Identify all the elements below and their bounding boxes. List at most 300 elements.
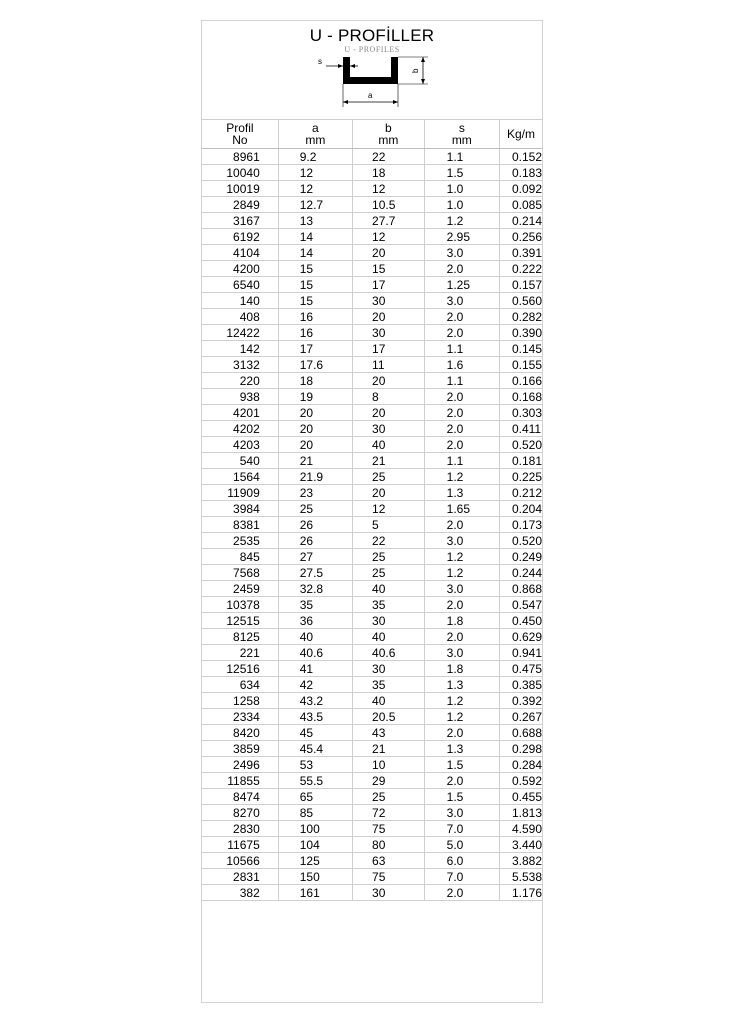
cell-kg-m: 0.244 <box>499 565 542 581</box>
cell-a: 21 <box>278 453 352 469</box>
cell-kg-m: 4.590 <box>499 821 542 837</box>
cell-profil-no: 8270 <box>202 805 278 821</box>
cell-a: 45.4 <box>278 741 352 757</box>
cell-kg-m: 0.155 <box>499 357 542 373</box>
cell-s: 1.5 <box>424 789 499 805</box>
cell-profil-no: 8125 <box>202 629 278 645</box>
cell-a: 23 <box>278 485 352 501</box>
cell-kg-m: 0.085 <box>499 197 542 213</box>
cell-profil-no: 12516 <box>202 661 278 677</box>
cell-profil-no: 1564 <box>202 469 278 485</box>
cell-b: 35 <box>353 677 425 693</box>
cell-b: 25 <box>353 469 425 485</box>
table-row <box>202 613 542 629</box>
cell-a: 27 <box>278 549 352 565</box>
table-row <box>202 245 542 261</box>
page-subtitle: U - PROFILES <box>344 45 400 54</box>
cell-s: 2.0 <box>424 405 499 421</box>
cell-b: 20 <box>353 485 425 501</box>
table-row <box>202 725 542 741</box>
cell-s: 1.65 <box>424 501 499 517</box>
cell-a: 17 <box>278 341 352 357</box>
header-line-1: Kg/m <box>506 127 535 141</box>
cell-s: 6.0 <box>424 853 499 869</box>
cell-s: 1.2 <box>424 693 499 709</box>
cell-kg-m: 0.455 <box>499 789 542 805</box>
cell-a: 19 <box>278 389 352 405</box>
cell-profil-no: 10019 <box>202 181 278 197</box>
cell-s: 1.3 <box>424 741 499 757</box>
table-row <box>202 693 542 709</box>
cell-kg-m: 0.173 <box>499 517 542 533</box>
cell-profil-no: 2496 <box>202 757 278 773</box>
cell-a: 43.5 <box>278 709 352 725</box>
cell-s: 3.0 <box>424 645 499 661</box>
cell-s: 3.0 <box>424 245 499 261</box>
cell-a: 16 <box>278 325 352 341</box>
header-line-1: Profil <box>226 121 254 135</box>
cell-profil-no: 140 <box>202 293 278 309</box>
cell-profil-no: 6192 <box>202 229 278 245</box>
cell-b: 30 <box>353 421 425 437</box>
cell-kg-m: 0.212 <box>499 485 542 501</box>
cell-b: 21 <box>353 453 425 469</box>
cell-kg-m: 0.385 <box>499 677 542 693</box>
b-label: b <box>411 68 420 73</box>
table-row <box>202 757 542 773</box>
cell-kg-m: 0.284 <box>499 757 542 773</box>
table-row <box>202 821 542 837</box>
cell-profil-no: 4202 <box>202 421 278 437</box>
cell-kg-m: 1.813 <box>499 805 542 821</box>
cell-a: 150 <box>278 869 352 885</box>
cell-s: 1.5 <box>424 757 499 773</box>
cell-s: 2.0 <box>424 261 499 277</box>
cell-a: 25 <box>278 501 352 517</box>
cell-profil-no: 2535 <box>202 533 278 549</box>
cell-s: 2.0 <box>424 725 499 741</box>
cell-profil-no: 4201 <box>202 405 278 421</box>
table-row <box>202 869 542 885</box>
table-row <box>202 549 542 565</box>
cell-a: 40.6 <box>278 645 352 661</box>
cell-b: 30 <box>353 293 425 309</box>
cell-b: 25 <box>353 789 425 805</box>
cell-kg-m: 0.183 <box>499 165 542 181</box>
table-row <box>202 501 542 517</box>
header-line-2: mm <box>451 133 472 147</box>
a-label: a <box>368 91 373 100</box>
cell-kg-m: 0.092 <box>499 181 542 197</box>
cell-kg-m: 0.303 <box>499 405 542 421</box>
cell-kg-m: 3.440 <box>499 837 542 853</box>
cell-profil-no: 12422 <box>202 325 278 341</box>
cell-kg-m: 0.411 <box>499 421 542 437</box>
cell-kg-m: 0.560 <box>499 293 542 309</box>
cell-kg-m: 0.592 <box>499 773 542 789</box>
cell-s: 1.1 <box>424 453 499 469</box>
cell-s: 3.0 <box>424 805 499 821</box>
cell-a: 17.6 <box>278 357 352 373</box>
cell-b: 15 <box>353 261 425 277</box>
page-title: U - PROFİLLER <box>309 26 435 45</box>
cell-kg-m: 0.475 <box>499 661 542 677</box>
cell-s: 2.0 <box>424 885 499 901</box>
cell-profil-no: 12515 <box>202 613 278 629</box>
cell-s: 3.0 <box>424 581 499 597</box>
cell-b: 29 <box>353 773 425 789</box>
header-line-1: s <box>458 121 465 135</box>
table-row <box>202 469 542 485</box>
table-row <box>202 517 542 533</box>
cell-s: 1.1 <box>424 341 499 357</box>
cell-s: 2.0 <box>424 421 499 437</box>
cell-s: 2.0 <box>424 597 499 613</box>
cell-profil-no: 1258 <box>202 693 278 709</box>
cell-s: 1.1 <box>424 149 499 165</box>
cell-a: 26 <box>278 533 352 549</box>
cell-s: 1.2 <box>424 469 499 485</box>
cell-profil-no: 634 <box>202 677 278 693</box>
cell-kg-m: 0.157 <box>499 277 542 293</box>
cell-s: 1.2 <box>424 549 499 565</box>
cell-profil-no: 8381 <box>202 517 278 533</box>
cell-kg-m: 3.882 <box>499 853 542 869</box>
header-profil-no <box>202 120 278 149</box>
table-row <box>202 421 542 437</box>
s-arrow-icon <box>338 64 343 68</box>
cell-b: 40.6 <box>353 645 425 661</box>
cell-a: 40 <box>278 629 352 645</box>
cell-s: 2.0 <box>424 325 499 341</box>
table-row <box>202 437 542 453</box>
table-row <box>202 453 542 469</box>
cell-profil-no: 8961 <box>202 149 278 165</box>
cell-kg-m: 1.176 <box>499 885 542 901</box>
cell-s: 2.0 <box>424 389 499 405</box>
s-label: s <box>318 57 322 66</box>
cell-a: 12 <box>278 181 352 197</box>
table-row <box>202 213 542 229</box>
cell-profil-no: 10566 <box>202 853 278 869</box>
cell-a: 36 <box>278 613 352 629</box>
header-line-1: b <box>385 121 392 135</box>
cell-profil-no: 4104 <box>202 245 278 261</box>
table-row <box>202 229 542 245</box>
cell-kg-m: 0.152 <box>499 149 542 165</box>
header-s-mm <box>424 120 499 149</box>
cell-profil-no: 4203 <box>202 437 278 453</box>
header-kg-m <box>499 120 542 149</box>
cell-a: 13 <box>278 213 352 229</box>
cell-profil-no: 3859 <box>202 741 278 757</box>
table-row <box>202 325 542 341</box>
cell-b: 35 <box>353 597 425 613</box>
cell-b: 20 <box>353 245 425 261</box>
cell-kg-m: 0.391 <box>499 245 542 261</box>
cell-a: 53 <box>278 757 352 773</box>
cell-a: 14 <box>278 229 352 245</box>
table-row <box>202 565 542 581</box>
cell-profil-no: 2459 <box>202 581 278 597</box>
cell-b: 20 <box>353 309 425 325</box>
profile-sheet <box>201 20 543 1003</box>
cell-kg-m: 0.282 <box>499 309 542 325</box>
cell-s: 2.0 <box>424 309 499 325</box>
cell-b: 12 <box>353 181 425 197</box>
cell-s: 1.8 <box>424 613 499 629</box>
cell-b: 27.7 <box>353 213 425 229</box>
table-row <box>202 789 542 805</box>
cell-b: 8 <box>353 389 425 405</box>
header-line-2: mm <box>378 133 399 147</box>
cell-a: 15 <box>278 277 352 293</box>
cell-s: 1.6 <box>424 357 499 373</box>
cell-b: 17 <box>353 341 425 357</box>
cell-profil-no: 8420 <box>202 725 278 741</box>
cell-kg-m: 0.392 <box>499 693 542 709</box>
cell-profil-no: 221 <box>202 645 278 661</box>
cell-b: 30 <box>353 325 425 341</box>
table-row <box>202 165 542 181</box>
cell-profil-no: 540 <box>202 453 278 469</box>
cell-s: 2.95 <box>424 229 499 245</box>
cell-b: 10.5 <box>353 197 425 213</box>
cell-b: 75 <box>353 869 425 885</box>
cell-s: 2.0 <box>424 517 499 533</box>
cell-kg-m: 0.166 <box>499 373 542 389</box>
cell-b: 40 <box>353 437 425 453</box>
cell-kg-m: 0.547 <box>499 597 542 613</box>
cell-kg-m: 0.267 <box>499 709 542 725</box>
table-row <box>202 773 542 789</box>
cell-profil-no: 3167 <box>202 213 278 229</box>
s-arrow-inner-icon <box>350 64 355 68</box>
cell-b: 22 <box>353 149 425 165</box>
cell-s: 1.5 <box>424 165 499 181</box>
cell-profil-no: 7568 <box>202 565 278 581</box>
cell-s: 1.0 <box>424 197 499 213</box>
a-arrow-left-icon <box>343 100 348 104</box>
cell-b: 21 <box>353 741 425 757</box>
cell-a: 125 <box>278 853 352 869</box>
cell-b: 12 <box>353 229 425 245</box>
cell-kg-m: 0.629 <box>499 629 542 645</box>
table-row <box>202 293 542 309</box>
cell-kg-m: 0.145 <box>499 341 542 357</box>
cell-b: 40 <box>353 693 425 709</box>
table-row <box>202 149 542 165</box>
cell-a: 18 <box>278 373 352 389</box>
table-row <box>202 741 542 757</box>
cell-kg-m: 0.249 <box>499 549 542 565</box>
cell-a: 12.7 <box>278 197 352 213</box>
cell-kg-m: 0.941 <box>499 645 542 661</box>
cell-kg-m: 0.390 <box>499 325 542 341</box>
cell-kg-m: 5.538 <box>499 869 542 885</box>
cell-kg-m: 0.214 <box>499 213 542 229</box>
cell-s: 5.0 <box>424 837 499 853</box>
table-row <box>202 709 542 725</box>
cell-s: 1.25 <box>424 277 499 293</box>
cell-b: 17 <box>353 277 425 293</box>
cell-a: 20 <box>278 405 352 421</box>
cell-profil-no: 2830 <box>202 821 278 837</box>
table-row <box>202 597 542 613</box>
table-row <box>202 661 542 677</box>
cell-s: 2.0 <box>424 437 499 453</box>
cell-a: 27.5 <box>278 565 352 581</box>
cell-s: 3.0 <box>424 533 499 549</box>
cell-a: 26 <box>278 517 352 533</box>
header-line-2: mm <box>305 133 326 147</box>
cell-a: 20 <box>278 421 352 437</box>
cell-profil-no: 6540 <box>202 277 278 293</box>
cell-b: 75 <box>353 821 425 837</box>
cell-s: 1.2 <box>424 709 499 725</box>
b-arrow-bottom-icon <box>421 79 425 84</box>
cell-b: 10 <box>353 757 425 773</box>
header-line-2: No <box>232 133 248 147</box>
table-row <box>202 629 542 645</box>
header-b-mm <box>353 120 425 149</box>
cell-profil-no: 10040 <box>202 165 278 181</box>
cell-a: 32.8 <box>278 581 352 597</box>
header-a-mm <box>278 120 352 149</box>
cell-a: 161 <box>278 885 352 901</box>
cell-a: 20 <box>278 437 352 453</box>
cell-b: 25 <box>353 565 425 581</box>
cell-kg-m: 0.181 <box>499 453 542 469</box>
cell-b: 72 <box>353 805 425 821</box>
cell-s: 1.8 <box>424 661 499 677</box>
cell-b: 20.5 <box>353 709 425 725</box>
cell-profil-no: 11675 <box>202 837 278 853</box>
cell-s: 1.2 <box>424 565 499 581</box>
cell-s: 1.0 <box>424 181 499 197</box>
cell-kg-m: 0.520 <box>499 533 542 549</box>
table-row <box>202 805 542 821</box>
table-row <box>202 181 542 197</box>
cell-b: 40 <box>353 629 425 645</box>
cell-b: 25 <box>353 549 425 565</box>
header-line-1: a <box>312 121 319 135</box>
cell-profil-no: 4200 <box>202 261 278 277</box>
cell-kg-m: 0.256 <box>499 229 542 245</box>
cell-a: 15 <box>278 293 352 309</box>
cell-a: 14 <box>278 245 352 261</box>
table-row <box>202 373 542 389</box>
table-row <box>202 581 542 597</box>
table-header-row <box>202 120 542 149</box>
cell-profil-no: 408 <box>202 309 278 325</box>
cell-s: 7.0 <box>424 821 499 837</box>
cell-a: 104 <box>278 837 352 853</box>
cell-profil-no: 938 <box>202 389 278 405</box>
cell-a: 45 <box>278 725 352 741</box>
cell-a: 15 <box>278 261 352 277</box>
table-row <box>202 853 542 869</box>
cell-profil-no: 220 <box>202 373 278 389</box>
cell-kg-m: 0.450 <box>499 613 542 629</box>
table-row <box>202 277 542 293</box>
cell-b: 43 <box>353 725 425 741</box>
table-row <box>202 405 542 421</box>
cell-kg-m: 0.222 <box>499 261 542 277</box>
cell-a: 42 <box>278 677 352 693</box>
table-row <box>202 533 542 549</box>
table-row <box>202 357 542 373</box>
cell-b: 11 <box>353 357 425 373</box>
table-row <box>202 677 542 693</box>
b-arrow-top-icon <box>421 57 425 62</box>
cell-profil-no: 3984 <box>202 501 278 517</box>
cell-profil-no: 8474 <box>202 789 278 805</box>
cell-b: 40 <box>353 581 425 597</box>
cell-profil-no: 2334 <box>202 709 278 725</box>
table-row <box>202 197 542 213</box>
cell-a: 41 <box>278 661 352 677</box>
table-row <box>202 261 542 277</box>
table-row <box>202 341 542 357</box>
cell-b: 18 <box>353 165 425 181</box>
cell-kg-m: 0.225 <box>499 469 542 485</box>
cell-s: 2.0 <box>424 629 499 645</box>
cell-a: 100 <box>278 821 352 837</box>
cell-profil-no: 3132 <box>202 357 278 373</box>
cell-b: 12 <box>353 501 425 517</box>
cell-b: 20 <box>353 373 425 389</box>
table-row <box>202 837 542 853</box>
cell-a: 35 <box>278 597 352 613</box>
table-row <box>202 885 542 901</box>
cell-b: 80 <box>353 837 425 853</box>
cell-a: 65 <box>278 789 352 805</box>
u-profiles-table <box>202 119 542 901</box>
cell-s: 1.1 <box>424 373 499 389</box>
cell-s: 1.2 <box>424 213 499 229</box>
cell-b: 22 <box>353 533 425 549</box>
cell-a: 12 <box>278 165 352 181</box>
cell-s: 2.0 <box>424 773 499 789</box>
cell-s: 1.3 <box>424 485 499 501</box>
cell-b: 5 <box>353 517 425 533</box>
cell-profil-no: 2831 <box>202 869 278 885</box>
table-row <box>202 485 542 501</box>
cell-kg-m: 0.298 <box>499 741 542 757</box>
cell-b: 30 <box>353 613 425 629</box>
cell-s: 3.0 <box>424 293 499 309</box>
cell-kg-m: 0.688 <box>499 725 542 741</box>
cell-kg-m: 0.520 <box>499 437 542 453</box>
cell-profil-no: 2849 <box>202 197 278 213</box>
table-body <box>202 149 542 901</box>
cell-a: 43.2 <box>278 693 352 709</box>
cell-a: 85 <box>278 805 352 821</box>
cell-kg-m: 0.168 <box>499 389 542 405</box>
cell-a: 55.5 <box>278 773 352 789</box>
cell-kg-m: 0.868 <box>499 581 542 597</box>
cell-profil-no: 10378 <box>202 597 278 613</box>
cell-a: 16 <box>278 309 352 325</box>
cell-profil-no: 845 <box>202 549 278 565</box>
cell-b: 20 <box>353 405 425 421</box>
cell-a: 21.9 <box>278 469 352 485</box>
u-profile-cross-section-diagram <box>202 21 542 117</box>
cell-s: 1.3 <box>424 677 499 693</box>
table-row <box>202 645 542 661</box>
cell-profil-no: 11855 <box>202 773 278 789</box>
